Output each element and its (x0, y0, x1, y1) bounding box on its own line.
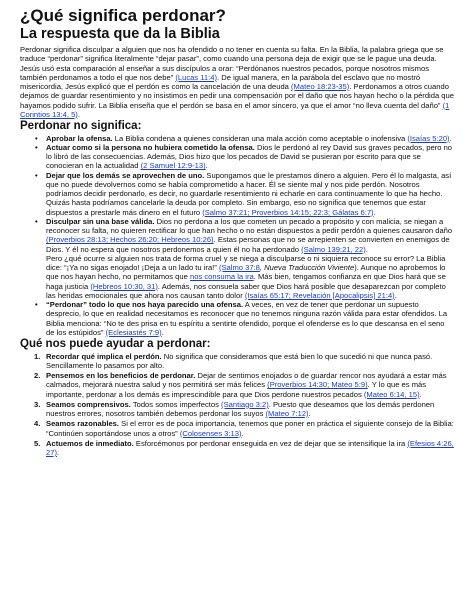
item-title: Dejar que los demás se aprovechen de uno. (46, 170, 205, 180)
item-tail: . (308, 409, 311, 418)
item-tail: . (241, 428, 244, 438)
item-text: Dios no perdona a los que cometen un pecado a propósito y con malicia, se niegan a reconocer su falta, no quieren rectificar lo que han hecho o no están dispuestos a pedir perdón a quienes causaron daño (46, 216, 453, 235)
item-tail: . (365, 244, 368, 254)
item-title: Actuar como si la persona no hubiera cometido la ofensa. (46, 142, 255, 152)
scripture-link[interactable]: (Proverbios 28:13; Hechos 26:20; Hebreos 10:26) (46, 235, 214, 245)
intro-text-2: . De igual manera, en la parábola del esclavo que no mostró misericordia, Jesús explicó que el perdón es como la cancelación de una deuda (20, 72, 421, 91)
bullet-icon: • (35, 170, 38, 180)
item-text: La Biblia condena a quienes consideran una mala acción como aceptable o inofensiva (112, 133, 406, 143)
scripture-link[interactable]: (Colosenses 3:13) (179, 428, 242, 438)
bullet-icon: • (35, 300, 38, 309)
item-title: Pensemos en los beneficios de perdonar. (46, 371, 196, 380)
list-item-continuation (46, 254, 454, 300)
item-title: “Perdonar” todo lo que nos haya parecido una ofensa. (46, 300, 244, 309)
page-subtitle: La respuesta que da la Biblia (20, 26, 220, 42)
item-tail: . (449, 133, 452, 143)
item-tail: . (56, 448, 60, 457)
list-item (35, 142, 454, 171)
item-tail: . Estas personas que no se arrepienten se convierten en enemigos de Dios. Y él no espera que nosotros perdonemos a quien él no ha perdonado (46, 235, 450, 254)
bullet-icon: • (35, 216, 38, 226)
list-item (34, 419, 454, 438)
item-tail: . (394, 290, 397, 300)
scripture-link[interactable]: (Eclesiastés 7:9) (105, 327, 162, 337)
item-text: Dejar de sentirnos enojados o de guardar rencor nos ayudará a estar más calmados, mejorará nuestra salud y nos permitirá ser más felices (46, 371, 447, 390)
list-item (34, 438, 454, 458)
item-text: No significa que consideramos que está bien lo que sucedió ni que nunca pasó. Sencillamente lo pasamos por alto. (46, 351, 433, 370)
list-item (35, 300, 454, 337)
scripture-link[interactable]: (Isaías 5:20) (407, 133, 450, 143)
item-tail: . (205, 161, 208, 171)
item-title: Aprobar la ofensa. (46, 133, 113, 143)
item-tail: . Y lo que es más importante, perdonar a los demás es imprescindible para que Dios perdone nuestros pecados (46, 380, 427, 399)
scripture-link[interactable]: (Salmo 37:8 (218, 263, 260, 272)
scripture-link-mateo-18[interactable]: (Mateo 18:23-35) (291, 82, 350, 91)
intro-text-4: . (77, 109, 80, 119)
item-number: 1. (34, 351, 41, 361)
scripture-link[interactable]: (Santiago 3:2) (221, 399, 269, 409)
section-heading-no-significa: Perdonar no significa: (20, 120, 142, 132)
inline-link[interactable]: nos consuma la ira (189, 272, 254, 282)
item-tail: . (419, 389, 422, 399)
item-number: 4. (34, 419, 41, 429)
list-item (34, 351, 454, 371)
item-text: A veces, en vez de tener que perdonar un supuesto desprecio, lo que en realidad necesitamos es reconocer que no tenemos ninguna razón válida para estar ofendidos. La Biblia menciona: “No te des prisa en tu espíritu a sentirte ofendido, porque el ofenderse es lo que descansa en el seno de los estúpidos” (46, 300, 448, 337)
list-item (35, 216, 454, 254)
item-text: Esforcémonos por perdonar enseguida en vez de dejar que se intensifique la ira (133, 438, 406, 448)
list-item (35, 133, 454, 143)
no-significa-list (20, 134, 454, 338)
item-text: Todos somos imperfectos (130, 399, 219, 409)
list-item (35, 170, 454, 217)
list-item (34, 399, 454, 419)
item-title: Disculpar sin una base válida. (46, 216, 155, 226)
item-tail: . Puesto que deseamos que los demás perdonen nuestros errores, nosotros también debemos perdonar los suyos (46, 399, 435, 418)
bullet-icon: • (35, 142, 38, 152)
scripture-link-corintios[interactable]: (1 Corintios 13:4, 5) (20, 100, 450, 119)
item-number: 3. (34, 399, 41, 409)
scripture-link[interactable]: (2 Samuel 12:9-13) (140, 161, 206, 171)
item-tail: . (161, 327, 164, 337)
scripture-link[interactable]: (Salmo 37:21; Proverbios 14:15; 22:3; Gálatas 6:7) (202, 207, 374, 217)
item-title: Seamos comprensivos. (46, 399, 131, 409)
scripture-link[interactable]: (Mateo 7:12) (265, 409, 309, 418)
item-text: . Más bien, tengamos confianza en que Dios hará que se haga justicia (46, 272, 446, 291)
section-heading-ayudar: Qué nos puede ayudar a perdonar: (20, 338, 211, 350)
item-italic: , Nueva Traducción Viviente (259, 263, 355, 272)
item-title: Seamos razonables. (46, 419, 120, 429)
item-text: ). Aunque no aprobemos lo que nos hayan hecho, no permitamos que (46, 263, 446, 282)
item-title: Actuemos de inmediato. (46, 438, 134, 448)
list-item (34, 371, 454, 399)
item-text: Supongamos que le prestamos dinero a alguien. Pero él lo malgasta, así que no puede devolvernos como se había comprometido a hacer. Él se siente mal y nos pide perdón. Nosotros podríamos decidir perdonarlo, es decir, no guardarle resentimiento ni echarle en cara continuamente lo que ha hecho. Quizás hasta podríamos cancelarle la deuda por completo. Sin embargo, eso no significa que tenemos que estar dispuestos a prestarle más dinero en el futuro (46, 170, 452, 217)
bullet-icon: • (35, 133, 38, 143)
intro-paragraph (20, 45, 454, 119)
item-text: Si el error es de poca importancia, tenemos que poner en práctica el siguiente consejo de la Biblia: “Continúen soportándose unos a otros” (46, 419, 454, 438)
item-text: Dios le perdonó al rey David sus graves pecados, pero no lo libró de las consecuencias. Además, Dios hizo que los pecados de David se pusieran por escrito para que se conocieran en la actualidad (46, 142, 453, 171)
intro-text-1: Perdonar significa disculpar a alguien que nos ha ofendido o no tener en cuenta su falta. En la Biblia, la palabra griega que se traduce “perdonar” significa literalmente “dejar pasar”, como cuando una persona deja de exigir que se le pague una deuda. Jesús usó esta comparación al enseñar a sus discípulos a orar: “Perdónanos nuestros pecados, porque nosotros mismos también perdonamos a todo el que nos debe” (20, 45, 444, 82)
scripture-link[interactable]: (Salmo 139:21, 22) (301, 244, 366, 254)
item-number: 5. (34, 438, 41, 448)
scripture-link[interactable]: (Isaías 65:17; Revelación [Apocalipsis] 21:4) (244, 290, 395, 300)
intro-text-3: . Perdonamos a otros cuando dejamos de guardar resentimiento y no insistimos en pedir una compensación por el daño que nos hayan hecho o la pérdida que hayamos podido sufrir. La Biblia enseña que el perdón se basa en el amor sincero, ya que el amor “no lleva cuenta del daño” (20, 82, 454, 110)
item-tail: . (373, 207, 376, 217)
item-text: Pero ¿qué ocurre si alguien nos trata de forma cruel y se niega a disculparse o ni siquiera reconoce su error? La Biblia dice: “¡Ya no sigas enojado! ¡Deja a un lado tu ira!” (46, 253, 446, 272)
item-text: . Además, nos consuela saber que Dios hará posible que desaparezcan por completo las heridas emocionales que ahora nos causan tanto dolor (46, 281, 446, 300)
scripture-link-lucas[interactable]: (Lucas 11:4) (175, 72, 218, 82)
scripture-link[interactable]: (Hebreos 10:30, 31) (90, 281, 158, 291)
item-title: Recordar qué implica el perdón. (46, 351, 162, 361)
scripture-link[interactable]: (Mateo 6:14, 15) (363, 389, 420, 399)
scripture-link[interactable]: (Proverbios 14:30; Mateo 5:9) (267, 380, 368, 390)
ayudar-list (20, 352, 454, 458)
scripture-link[interactable]: (Efesios 4:26, 27) (46, 438, 454, 457)
item-number: 2. (34, 371, 41, 380)
page-title: ¿Qué significa perdonar? (20, 6, 226, 25)
